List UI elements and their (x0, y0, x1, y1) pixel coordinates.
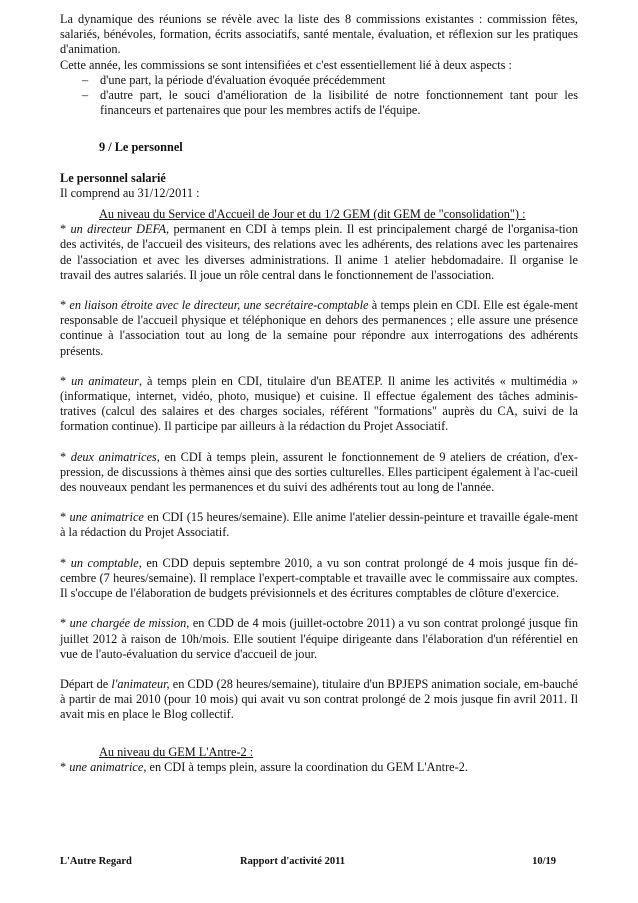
entry-role: l'animateur, (111, 676, 170, 691)
entry-text: permanent en CDI à temps plein. Il est principalement chargé de l'organisa-tion des activités, de l'accueil des visiteurs, des relations avec les adhérents, des relations avec les partenaires de l'association et avec les diverses administrations. Il anime 1 atelier hebdomadaire. Il organise le travail des autres salariés. Il joue un rôle central dans le fonctionnement de l'association. (60, 222, 578, 282)
entry-prefix: * (60, 759, 70, 774)
staff-entry (60, 616, 578, 662)
footer-organization: L'Autre Regard (60, 856, 132, 867)
staff-entry (60, 760, 578, 775)
staff-entry (60, 450, 578, 496)
entry-text: , en CDD depuis septembre 2010, a vu son contrat prolongé de 4 mois jusque fin dé-cembre (7 heures/semaine). Il remplace l'expert-comptable et travaille avec le commissaire aux comptes. Il s'occupe de l'élaboration de budgets prévisionnels et des écritures comptables de clôture d'exercice. (60, 555, 578, 601)
departure-entry (60, 677, 578, 723)
entry-role: une chargée de mission (69, 616, 187, 631)
entry-text: en CDI à temps plein, assurent le fonctionnement de 9 ateliers de création, d'ex-pression, de discussions à thèmes ainsi que des sorties culturelles. Elles participent également à l'ac-cueil des nouveaux pendant les permanences et du suivi des adhérents tout au long de l'année. (60, 449, 578, 495)
entry-text: en CDD (28 heures/semaine), titulaire d'un BPJEPS animation sociale, em-bauché à partir de mai 2010 (pour 10 mois) qui avait vu son contrat prolongé de 2 mois jusque fin avril 2011. Il avait mis en place le Blog collectif. (60, 676, 578, 722)
entry-role: un comptable (70, 555, 139, 570)
section-heading: 9 / Le personnel (99, 140, 183, 155)
staff-entry (60, 510, 578, 540)
list-item-text: d'autre part, le souci d'amélioration de la lisibilité de notre fonctionnement tant pour les financeurs et partenaires que pour les membres actifs de l'équipe. (100, 88, 578, 118)
sub-heading: Le personnel salarié (60, 170, 166, 185)
entry-text: , à temps plein en CDI, titulaire d'un BEATEP. Il anime les activités « multimédia » (informatique, internet, vidéo, photo, musique) et cuisine. Il effectue également des tâches adminis-tratives (calcul des salaires et des charges sociales, référent "formations" auprès du CA, suivi de la formation continue). Il participe par ailleurs à la rédaction du Projet Associatif. (60, 373, 579, 434)
list-item (60, 73, 578, 88)
list-item-text: d'une part, la période d'évaluation évoquée précédemment (100, 72, 386, 87)
date-line: Il comprend au 31/12/2011 : (60, 185, 200, 200)
aspects-list (60, 73, 578, 119)
document-page (60, 12, 578, 775)
entry-text: en CDI à temps plein, assure la coordination du GEM L'Antre-2. (146, 759, 468, 774)
intro-aspects-line: Cette année, les commissions se sont intensifiées et c'est essentiellement lié à deux aspects : (60, 57, 512, 72)
list-item (60, 88, 578, 118)
entry-text: à temps plein en CDI. Elle est égale-ment responsable de l'accueil physique et téléphonique en dehors des permanences ; elle assure une présence continue à l'association tout au long de la semaine pour répondre aux interrogations des adhérents présents. (60, 298, 578, 358)
entry-role: une animatrice (69, 510, 144, 525)
staff-entry (60, 222, 578, 283)
entry-role: un animateur (71, 373, 139, 388)
footer-report-title: Rapport d'activité 2011 (240, 856, 345, 867)
dash-bullet: – (82, 88, 89, 103)
entry-prefix: * (60, 222, 71, 237)
intro-paragraph: La dynamique des réunions se révèle avec la liste des 8 commissions existantes : commission fêtes, salariés, bénévoles, formation, écrits associatifs, santé mentale, évaluation, et réflexion sur les pratiques d'animation. (60, 12, 578, 57)
entry-prefix: * (60, 510, 70, 525)
entry-prefix: * (60, 555, 71, 570)
staff-entry (60, 556, 578, 602)
staff-entry (60, 374, 578, 435)
entry-prefix: * (60, 373, 72, 388)
entry-text: en CDI (15 heures/semaine). Elle anime l'atelier dessin-peinture et travaille égale-ment à la rédaction du Projet Associatif. (60, 510, 578, 540)
entry-prefix: * (60, 616, 70, 631)
entry-text: , en CDD de 4 mois (juillet-octobre 2011) a vu son contrat prolongé jusque fin juillet 2012 à raison de 10h/mois. Elle soutient l'équipe dirigeante dans l'élaboration d'un référentiel en vue de l'auto-évaluation du service d'accueil de jour. (60, 616, 578, 661)
service-heading: Au niveau du Service d'Accueil de Jour et du 1/2 GEM (dit GEM de "consolidation") : (99, 207, 526, 222)
entry-role: une animatrice, (69, 759, 147, 774)
gem-heading: Au niveau du GEM L'Antre-2 : (99, 744, 254, 759)
staff-entry (60, 298, 578, 359)
entry-prefix: * (60, 298, 70, 313)
footer-page-number: 10/19 (532, 856, 556, 867)
entry-role: en liaison étroite avec le directeur, une secrétaire-comptable (69, 298, 369, 313)
dash-bullet: – (82, 72, 89, 87)
departure-lead: Départ de (60, 676, 112, 691)
entry-role: deux animatrices, (70, 449, 160, 464)
entry-prefix: * (60, 449, 71, 464)
entry-role: un directeur DEFA, (70, 222, 170, 237)
